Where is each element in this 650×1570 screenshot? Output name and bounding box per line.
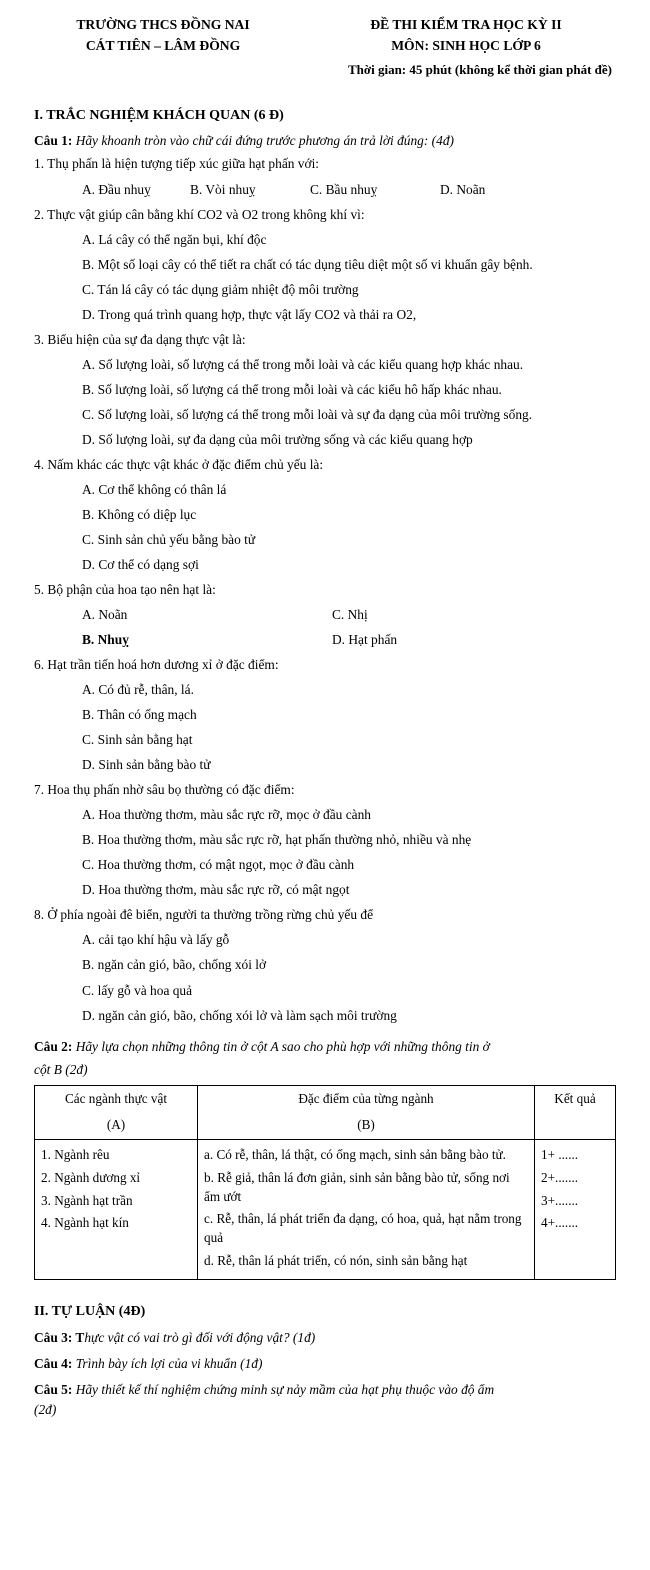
header-c-title: Kết quả: [554, 1090, 596, 1106]
option-b: B. Hoa thường thơm, màu sắc rực rỡ, hạt phấn thường nhỏ, nhiều và nhẹ: [82, 832, 472, 848]
column-c-cell[interactable]: [535, 1140, 616, 1279]
option-c: C. Số lượng loài, số lượng cá thể trong mỗi loài và sự đa dạng của môi trường sống.: [82, 406, 533, 422]
header-a-title: Các ngành thực vật: [65, 1090, 167, 1106]
header-b-title: Đặc điểm của từng ngành: [298, 1090, 434, 1106]
question-5-options-row-2: [82, 630, 616, 649]
cau1-label: Câu 1:: [34, 133, 73, 149]
option-b: B. Số lượng loài, số lượng cá thể trong mỗi loài và các kiểu hô hấp khác nhau.: [82, 381, 502, 397]
question-5-options-row-1: [82, 605, 616, 624]
option-c: C. lấy gỗ và hoa quả: [82, 982, 193, 998]
column-a-cell: [35, 1140, 198, 1279]
answer-blank-2[interactable]: 2+.......: [541, 1169, 579, 1185]
part-1-title: I. TRẮC NGHIỆM KHÁCH QUAN (6 Đ): [34, 107, 284, 123]
option-c: C. Sinh sản chủ yếu bằng bào tử: [82, 531, 256, 547]
column-b-cell: [198, 1140, 535, 1279]
option-d: D. Sinh sản bằng bào tử: [82, 757, 211, 773]
branch-item-1: 1. Ngành rêu: [41, 1147, 110, 1163]
question-8-stem: 8. Ở phía ngoài đê biển, người ta thường trồng rừng chủ yếu để: [34, 907, 374, 923]
feature-item-b: b. Rễ giả, thân lá đơn giản, sinh sản bằng bào tử, sống nơi ẩm ướt: [204, 1169, 510, 1204]
cau5-text: Hãy thiết kế thí nghiệm chứng minh sự nảy mầm của hạt phụ thuộc vào độ ẩm: [75, 1382, 495, 1398]
branch-item-4: 4. Ngành hạt kín: [41, 1215, 129, 1231]
question-4-stem: 4. Nấm khác các thực vật khác ở đặc điểm chủ yếu là:: [34, 456, 324, 472]
option-d: D. Hoa thường thơm, màu sắc rực rỡ, có mật ngọt: [82, 882, 350, 898]
cau3: [34, 1328, 616, 1347]
matching-table: [34, 1085, 616, 1280]
cau4-label: Câu 4:: [34, 1356, 73, 1372]
option-c: C. Hoa thường thơm, có mật ngọt, mọc ở đầu cành: [82, 857, 355, 873]
option-a: A. Lá cây có thể ngăn bụi, khí độc: [82, 231, 267, 247]
question-6-stem: 6. Hạt trần tiến hoá hơn dương xỉ ở đặc điểm:: [34, 657, 279, 673]
branch-item-3: 3. Ngành hạt trần: [41, 1192, 133, 1208]
option-c: C. Nhị: [332, 607, 368, 623]
document-header: [34, 14, 616, 56]
answer-blank-1[interactable]: 1+ ......: [541, 1147, 579, 1163]
cau2-instruction-line2: cột B (2đ): [34, 1061, 88, 1077]
question-3-stem: 3. Biểu hiện của sự đa dạng thực vật là:: [34, 331, 246, 347]
option-c: C. Tán lá cây có tác dụng giảm nhiệt độ môi trường: [82, 281, 359, 297]
option-b: B. Không có diệp lục: [82, 506, 197, 522]
part-2-title: II. TỰ LUẬN (4Đ): [34, 1303, 146, 1319]
option-a: A. Số lượng loài, số lượng cá thể trong mỗi loài và các kiểu quang hợp khác nhau.: [82, 356, 524, 372]
question-7-stem: 7. Hoa thụ phấn nhờ sâu bọ thường có đặc điểm:: [34, 782, 295, 798]
school-block: [38, 14, 288, 56]
cau3-label: Câu 3: T: [34, 1330, 85, 1346]
exam-title: ĐỀ THI KIỂM TRA HỌC KỲ II: [370, 17, 562, 32]
option-b: B. Thân có ống mạch: [82, 707, 197, 723]
cau4-text: Trình bày ích lợi của vi khuẩn (1đ): [75, 1356, 263, 1372]
header-cell-a: [35, 1085, 198, 1139]
cau4: [34, 1354, 616, 1373]
branch-item-2: 2. Ngành dương xỉ: [41, 1169, 141, 1185]
question-1-stem: 1. Thụ phấn là hiện tượng tiếp xúc giữa hạt phấn với:: [34, 156, 320, 172]
header-cell-c: [535, 1085, 616, 1139]
exam-subject: MÔN: SINH HỌC LỚP 6: [391, 38, 541, 54]
cau1-heading: [34, 131, 616, 150]
option-b: B. Vòi nhuỵ: [190, 181, 256, 197]
option-b: B. Nhuỵ: [82, 632, 129, 648]
header-b-sub: (B): [357, 1117, 375, 1133]
answer-blank-3[interactable]: 3+.......: [541, 1192, 579, 1208]
cau5: [34, 1380, 616, 1399]
question-1-options: [82, 180, 616, 199]
cau2-heading: [34, 1037, 616, 1056]
feature-item-c: c. Rễ, thân, lá phát triển đa dạng, có hoa, quả, hạt nằm trong quả: [204, 1211, 522, 1246]
school-name: TRƯỜNG THCS ĐỒNG NAI: [76, 17, 250, 32]
table-row: [35, 1140, 616, 1279]
option-a: A. Hoa thường thơm, màu sắc rực rỡ, mọc ở đầu cành: [82, 807, 372, 823]
cau2-instruction: Hãy lựa chọn những thông tin ở cột A sao cho phù hợp với những thông tin ở: [75, 1038, 490, 1054]
option-c: C. Sinh sản bằng hạt: [82, 732, 193, 748]
option-d: D. Hạt phấn: [332, 632, 398, 648]
exam-block: [316, 14, 616, 56]
option-b: B. ngăn cản gió, bão, chống xói lở: [82, 957, 267, 973]
question-5-stem: 5. Bộ phận của hoa tạo nên hạt là:: [34, 582, 216, 598]
cau5-label: Câu 5:: [34, 1382, 73, 1398]
option-d: D. Trong quá trình quang hợp, thực vật lấy CO2 và thải ra O2,: [82, 306, 417, 322]
feature-item-d: d. Rễ, thân lá phát triển, có nón, sinh sản bằng hạt: [204, 1252, 468, 1268]
exam-duration: Thời gian: 45 phút (không kể thời gian phát đề): [348, 62, 612, 78]
cau2-instruction-cont: [34, 1060, 616, 1079]
header-a-sub: (A): [106, 1117, 126, 1133]
option-a: A. Có đủ rễ, thân, lá.: [82, 682, 194, 698]
option-d: D. Noãn: [440, 181, 486, 197]
cau2-label: Câu 2:: [34, 1038, 73, 1054]
option-d: D. ngăn cản gió, bão, chống xói lở và làm sạch môi trường: [82, 1007, 397, 1023]
feature-item-a: a. Có rễ, thân, lá thật, có ống mạch, sinh sản bằng bào tử.: [204, 1147, 506, 1163]
school-district: CÁT TIÊN – LÂM ĐỒNG: [85, 38, 241, 54]
option-c: C. Bầu nhuỵ: [310, 181, 378, 197]
option-a: A. Noãn: [82, 607, 128, 623]
option-d: D. Số lượng loài, sự đa dạng của môi trường sống và các kiểu quang hợp: [82, 431, 473, 447]
table-header-row: [35, 1085, 616, 1139]
answer-blank-4[interactable]: 4+.......: [541, 1215, 579, 1231]
cau3-text: hực vật có vai trò gì đối với động vật? (1đ): [84, 1330, 316, 1346]
cau5-text-line2: (2đ): [34, 1402, 57, 1418]
option-a: A. cải tạo khí hậu và lấy gỗ: [82, 932, 230, 948]
option-b: B. Một số loại cây có thể tiết ra chất có tác dụng tiêu diệt một số vi khuẩn gây bệnh.: [82, 256, 533, 272]
header-cell-b: [198, 1085, 535, 1139]
option-a: A. Cơ thể không có thân lá: [82, 481, 227, 497]
option-a: A. Đầu nhuỵ: [82, 181, 151, 197]
cau1-instruction: Hãy khoanh tròn vào chữ cái đứng trước phương án trả lời đúng: (4đ): [75, 133, 454, 149]
option-d: D. Cơ thể có dạng sợi: [82, 556, 199, 572]
question-2-stem: 2. Thực vật giúp cân bằng khí CO2 và O2 trong không khí vì:: [34, 206, 365, 222]
